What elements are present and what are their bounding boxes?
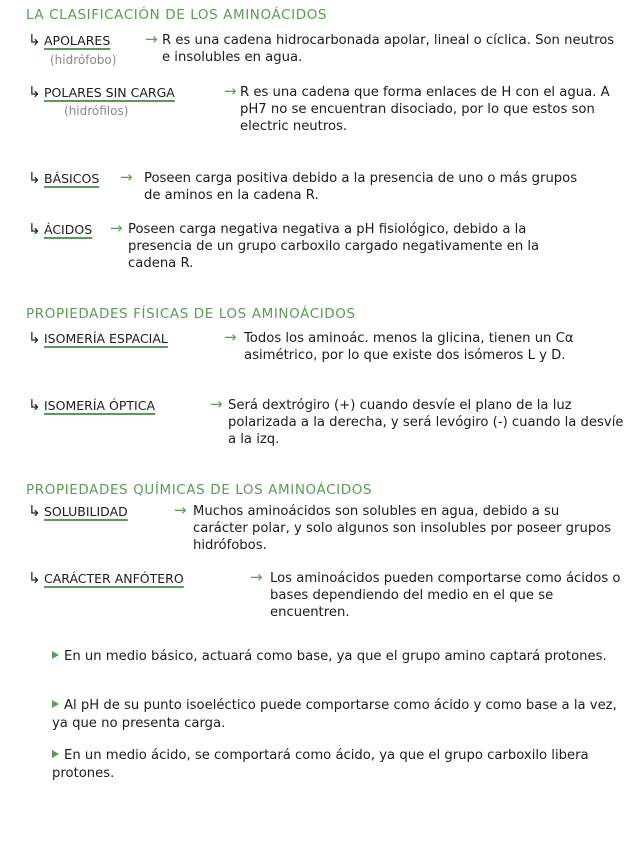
entry-basicos — [28, 170, 628, 210]
desc-isomeria-espacial: Todos los aminoác. menos la glicina, tienen un Cα asimétrico, por lo que existe dos isómeros L y D. — [244, 331, 574, 363]
hook-arrow-icon: ↳ — [28, 31, 41, 49]
triangle-bullet-icon — [52, 700, 59, 708]
hook-arrow-icon: ↳ — [28, 329, 41, 347]
hook-arrow-icon: ↳ — [28, 220, 41, 238]
hook-arrow-icon: ↳ — [28, 83, 41, 101]
sub-apolares: (hidrófobo) — [50, 53, 117, 67]
bullet-text: Al pH de su punto isoeléctico puede comportarse como ácido y como base a la vez, ya que no presenta carga. — [52, 698, 617, 731]
section-title-clasificacion: LA CLASIFICACIÓN DE LOS AMINOÁCIDOS — [26, 7, 328, 23]
bullet-text: En un medio básico, actuará como base, ya que el grupo amino captará protones. — [64, 649, 607, 664]
term-isomeria-espacial: ISOMERÍA ESPACIAL — [44, 331, 168, 346]
section-title-quimicas: PROPIEDADES QUÍMICAS DE LOS AMINOÁCIDOS — [26, 482, 373, 498]
right-arrow-icon: → — [210, 395, 223, 413]
desc-basicos: Poseen carga positiva debido a la presencia de uno o más grupos de aminos en la cadena R. — [144, 171, 578, 203]
bullet-medio-acido — [52, 747, 620, 783]
right-arrow-icon: → — [145, 30, 158, 48]
entry-solubilidad — [28, 503, 628, 558]
entry-acidos — [28, 221, 628, 276]
term-acidos: ÁCIDOS — [44, 222, 93, 237]
sub-polares-sin-carga: (hidrófilos) — [64, 104, 129, 118]
right-arrow-icon: → — [110, 219, 123, 237]
term-isomeria-optica: ISOMERÍA ÓPTICA — [44, 398, 156, 413]
entry-isomeria-optica — [28, 397, 628, 457]
desc-acidos: Poseen carga negativa negativa a pH fisiológico, debido a la presencia de un grupo carboxilo cargado negativamente en la cadena R. — [128, 222, 540, 271]
right-arrow-icon: → — [224, 328, 237, 346]
right-arrow-icon: → — [120, 168, 133, 186]
entry-apolares — [28, 32, 628, 72]
triangle-bullet-icon — [52, 750, 59, 758]
term-solubilidad: SOLUBILIDAD — [44, 504, 128, 519]
desc-polares-sin-carga: R es una cadena que forma enlaces de H con el agua. A pH7 no se encuentran disociado, por lo que estos son electric neutros. — [240, 85, 610, 134]
right-arrow-icon: → — [174, 501, 187, 519]
term-polares-sin-carga: POLARES SIN CARGA — [44, 85, 175, 100]
bullet-text: En un medio ácido, se comportará como ácido, ya que el grupo carboxilo libera protones. — [52, 748, 589, 781]
bullet-medio-basico — [52, 648, 620, 666]
right-arrow-icon: → — [224, 82, 237, 100]
desc-caracter-anfotero: Los aminoácidos pueden comportarse como ácidos o bases dependiendo del medio en el que se encuentren. — [270, 571, 621, 620]
hook-arrow-icon: ↳ — [28, 502, 41, 520]
term-caracter-anfotero: CARÁCTER ANFÓTERO — [44, 571, 184, 586]
term-apolares: APOLARES — [44, 33, 111, 48]
term-basicos: BÁSICOS — [44, 171, 100, 186]
right-arrow-icon: → — [250, 568, 263, 586]
desc-solubilidad: Muchos aminoácidos son solubles en agua, debido a su carácter polar, y solo algunos son insolubles por poseer grupos hidrófobos. — [193, 504, 612, 553]
section-title-fisicas: PROPIEDADES FÍSICAS DE LOS AMINOÁCIDOS — [26, 306, 356, 322]
desc-isomeria-optica: Será dextrógiro (+) cuando desvíe el plano de la luz polarizada a la derecha, y será levógiro (-) cuando la desvíe a la izq. — [228, 398, 624, 447]
entry-caracter-anfotero — [28, 570, 628, 625]
desc-apolares: R es una cadena hidrocarbonada apolar, lineal o cíclica. Son neutros e insolubles en agua. — [162, 33, 615, 65]
hook-arrow-icon: ↳ — [28, 569, 41, 587]
hook-arrow-icon: ↳ — [28, 396, 41, 414]
entry-polares-sin-carga — [28, 84, 628, 144]
hook-arrow-icon: ↳ — [28, 169, 41, 187]
bullet-punto-isoelectrico — [52, 697, 620, 733]
entry-isomeria-espacial — [28, 330, 628, 385]
triangle-bullet-icon — [52, 651, 59, 659]
